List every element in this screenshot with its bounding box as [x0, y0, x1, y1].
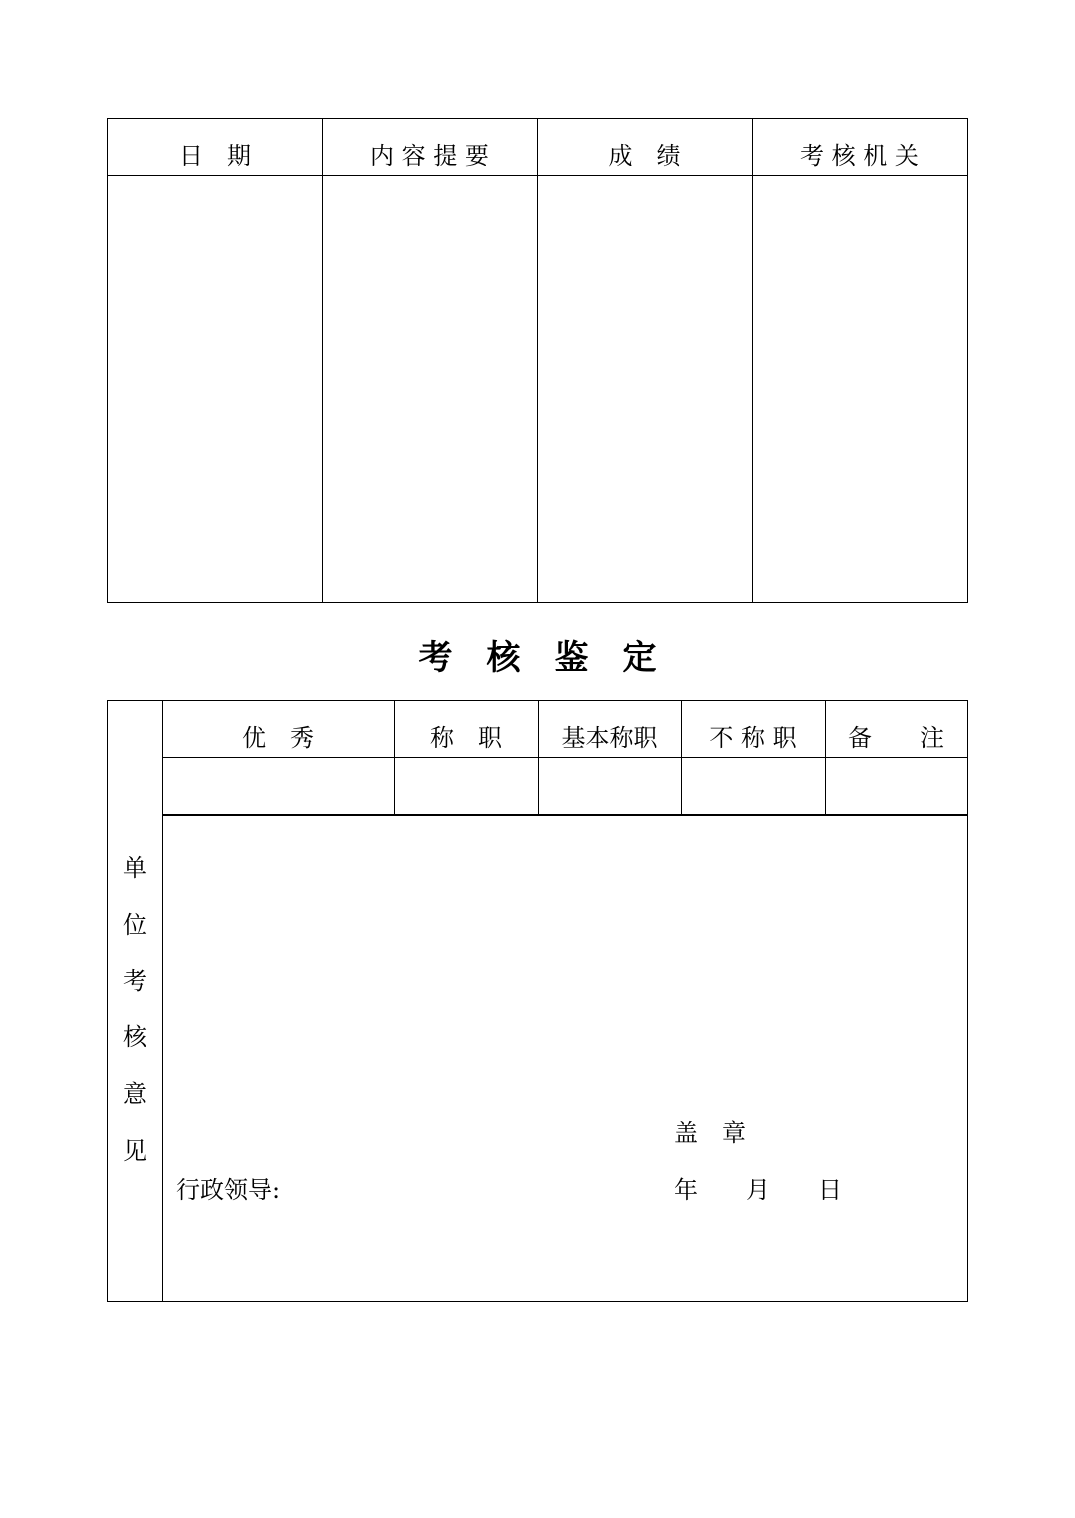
- appraisal-table: [107, 700, 968, 1302]
- section-title: 考 核 鉴 定: [418, 638, 657, 678]
- side-label-char: 位: [123, 911, 147, 939]
- grade-incompetent: 不 称 职: [709, 724, 797, 752]
- grade-remarks: 备 注: [848, 724, 944, 752]
- grade-competent: 称 职: [430, 724, 502, 752]
- seal-label: 盖 章: [674, 1119, 746, 1147]
- grade-excellent: 优 秀: [242, 724, 314, 752]
- label-column-divider: [162, 701, 163, 1301]
- header-date: 日 期: [179, 142, 251, 170]
- header-content-summary: 内 容 提 要: [370, 142, 489, 170]
- leader-label: 行政领导:: [176, 1176, 281, 1204]
- header-assessment-authority: 考 核 机 关: [800, 142, 919, 170]
- grade-grid-bottom: [162, 814, 967, 816]
- side-label-char: 见: [123, 1137, 147, 1165]
- date-label: 年 月 日: [674, 1176, 842, 1204]
- side-label-char: 单: [123, 854, 147, 882]
- side-label-char: 核: [123, 1023, 147, 1051]
- grade-basically-competent: 基本称职: [561, 724, 658, 752]
- record-table: [107, 118, 968, 603]
- header-score: 成 绩: [608, 142, 681, 170]
- side-label-char: 考: [123, 967, 147, 995]
- side-label-char: 意: [123, 1080, 147, 1108]
